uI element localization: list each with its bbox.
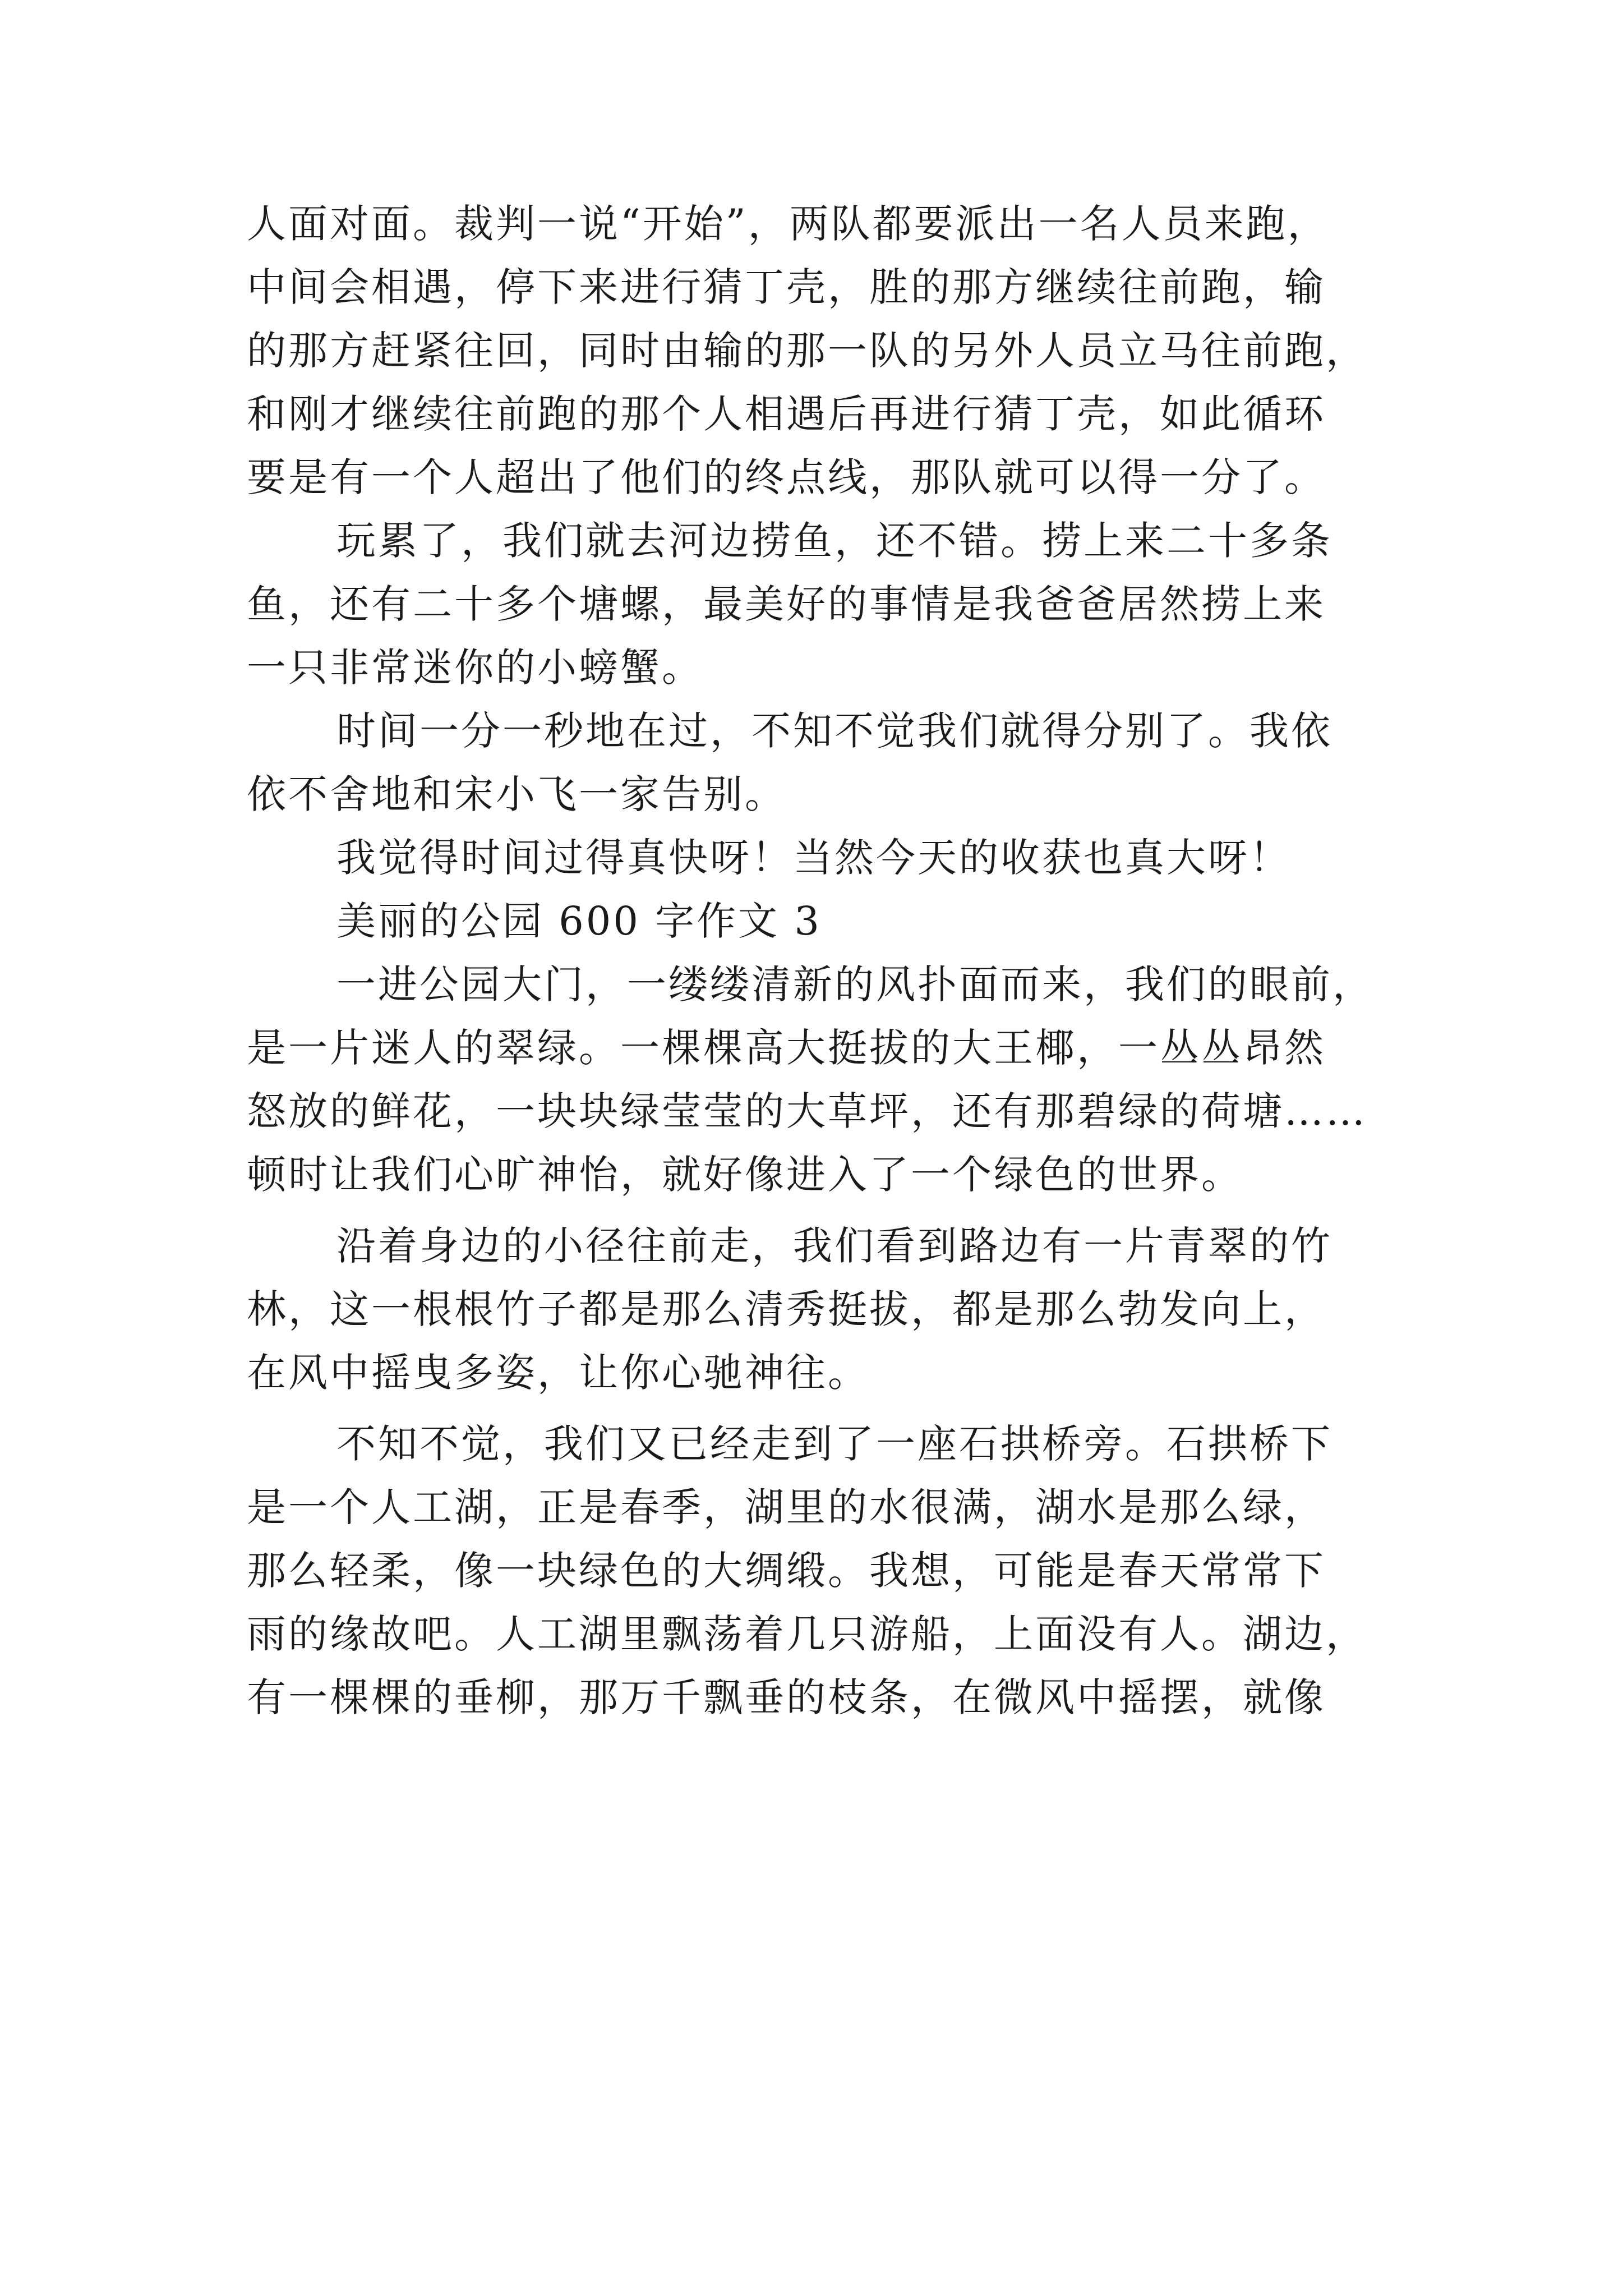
paragraph-line: 玩累了，我们就去河边捞鱼，还不错。捞上来二十多条 bbox=[336, 518, 1332, 564]
paragraph-line: 顿时让我们心旷神怡，就好像进入了一个绿色的世界。 bbox=[247, 1152, 1243, 1198]
paragraph-line: 时间一分一秒地在过，不知不觉我们就得分别了。我依 bbox=[336, 708, 1332, 754]
essay-text-block bbox=[247, 192, 1453, 1729]
paragraph-line: 依不舍地和宋小飞一家告别。 bbox=[247, 771, 786, 817]
paragraph-line: 是一个人工湖，正是春季，湖里的水很满，湖水是那么绿， bbox=[247, 1484, 1326, 1530]
paragraph-line: 有一棵棵的垂柳，那万千飘垂的枝条，在微风中摇摆，就像 bbox=[247, 1674, 1326, 1720]
paragraph-line: 不知不觉，我们又已经走到了一座石拱桥旁。石拱桥下 bbox=[336, 1421, 1332, 1467]
paragraph-line: 的那方赶紧往回，同时由输的那一队的另外人员立马往前跑， bbox=[247, 328, 1367, 374]
paragraph-line: 在风中摇曳多姿，让你心驰神往。 bbox=[247, 1350, 869, 1396]
paragraph-line: 鱼，还有二十多个塘螺，最美好的事情是我爸爸居然捞上来 bbox=[247, 581, 1326, 627]
paragraph-line: 一进公园大门，一缕缕清新的风扑面而来，我们的眼前， bbox=[336, 961, 1374, 1007]
paragraph-line: 中间会相遇，停下来进行猜丁壳，胜的那方继续往前跑，输 bbox=[247, 264, 1326, 310]
paragraph-line: 我觉得时间过得真快呀！当然今天的收获也真大呀！ bbox=[336, 835, 1291, 881]
paragraph-line: 沿着身边的小径往前走，我们看到路边有一片青翠的竹 bbox=[336, 1223, 1332, 1269]
paragraph-line: 是一片迷人的翠绿。一棵棵高大挺拔的大王椰，一丛丛昂然 bbox=[247, 1025, 1326, 1071]
paragraph-line: 要是有一个人超出了他们的终点线，那队就可以得一分了。 bbox=[247, 454, 1326, 500]
paragraph-line: 怒放的鲜花，一块块绿莹莹的大草坪，还有那碧绿的荷塘…… bbox=[247, 1088, 1367, 1134]
paragraph-line: 和刚才继续往前跑的那个人相遇后再进行猜丁壳，如此循环 bbox=[247, 391, 1326, 437]
section-heading: 美丽的公园 600 字作文 3 bbox=[336, 898, 822, 944]
paragraph-line: 林，这一根根竹子都是那么清秀挺拔，都是那么勃发向上， bbox=[247, 1286, 1326, 1332]
paragraph-line: 那么轻柔，像一块绿色的大绸缎。我想，可能是春天常常下 bbox=[247, 1548, 1326, 1594]
paragraph-line: 一只非常迷你的小螃蟹。 bbox=[247, 645, 703, 691]
paragraph-line: 人面对面。裁判一说“开始”，两队都要派出一名人员来跑， bbox=[247, 201, 1329, 247]
paragraph-line: 雨的缘故吧。人工湖里飘荡着几只游船，上面没有人。湖边， bbox=[247, 1611, 1367, 1657]
